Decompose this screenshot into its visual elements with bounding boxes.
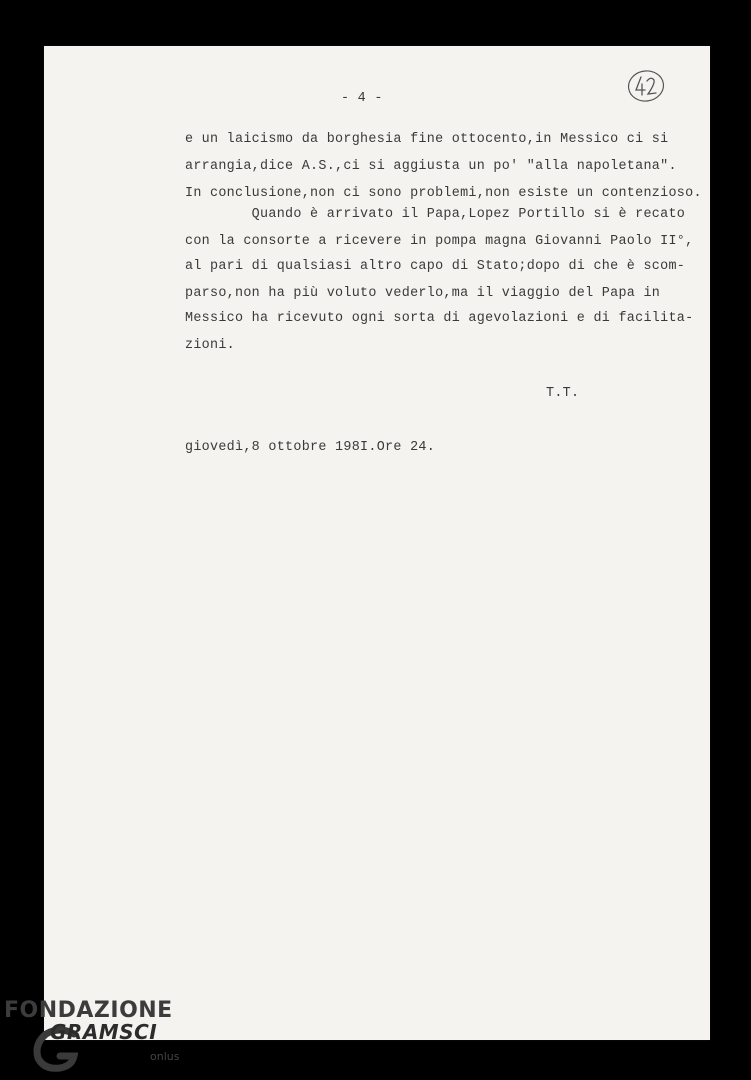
body-line: In conclusione,non ci sono problemi,non esiste un contenzioso. xyxy=(185,186,702,201)
watermark-suffix: onlus xyxy=(150,1050,180,1063)
body-line: Quando è arrivato il Papa,Lopez Portillo si è recato xyxy=(185,207,686,222)
body-line: al pari di qualsiasi altro capo di Stato;dopo di che è scom- xyxy=(185,259,686,274)
body-line: parso,non ha più voluto vederlo,ma il viaggio del Papa in xyxy=(185,286,661,301)
date-line: giovedì,8 ottobre 198I.Ore 24. xyxy=(185,440,436,455)
watermark-line2: GRAMSCI xyxy=(50,1020,158,1044)
body-line: Messico ha ricevuto ogni sorta di agevolazioni e di facilita- xyxy=(185,311,694,326)
foundation-watermark xyxy=(4,996,194,1080)
body-line: zioni. xyxy=(185,338,236,353)
body-line: e un laicismo da borghesia fine ottocento,in Messico ci si xyxy=(185,132,669,147)
body-line: con la consorte a ricevere in pompa magna Giovanni Paolo II°, xyxy=(185,234,694,249)
watermark-line1: FONDAZIONE xyxy=(4,998,173,1023)
document-page xyxy=(44,46,710,1040)
signature-initials: T.T. xyxy=(546,386,580,401)
page-number: - 4 - xyxy=(341,91,383,106)
body-line: arrangia,dice A.S.,ci si aggiusta un po' "alla napoletana". xyxy=(185,159,677,174)
handwritten-page-number xyxy=(627,69,665,103)
